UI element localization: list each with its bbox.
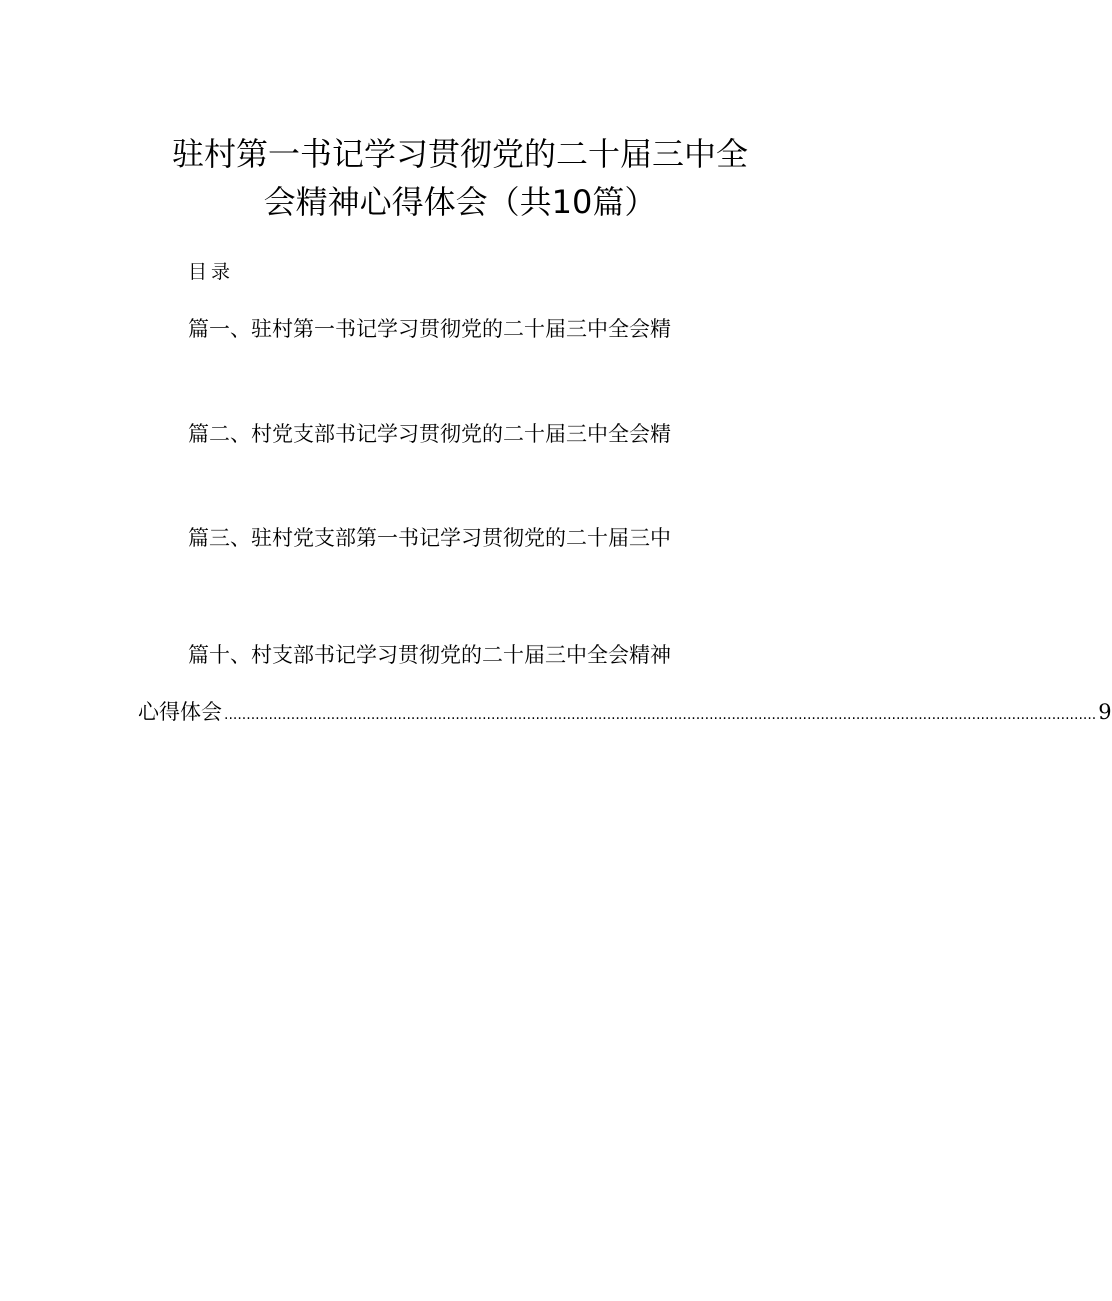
document-title-line-2: 会精神心得体会（共10篇） — [263, 183, 657, 221]
toc-entry-10-continuation[interactable] — [138, 700, 1112, 724]
toc-dot-leader: .................................................................................................................................................................................................... — [224, 707, 1097, 723]
document-title-line-1: 驻村第一书记学习贯彻党的二十届三中全 — [171, 135, 748, 173]
toc-entry-2[interactable]: 篇二、村党支部书记学习贯彻党的二十届三中全会精 — [188, 422, 671, 446]
toc-entry-3[interactable]: 篇三、驻村党支部第一书记学习贯彻党的二十届三中 — [188, 526, 671, 550]
toc-page-number: 9 — [1098, 700, 1112, 724]
toc-heading: 目录 — [188, 261, 235, 283]
toc-entry-10-continuation-text: 心得体会 — [138, 700, 222, 724]
toc-entry-1[interactable]: 篇一、驻村第一书记学习贯彻党的二十届三中全会精 — [188, 317, 671, 341]
toc-entry-10[interactable]: 篇十、村支部书记学习贯彻党的二十届三中全会精神 — [188, 643, 671, 667]
